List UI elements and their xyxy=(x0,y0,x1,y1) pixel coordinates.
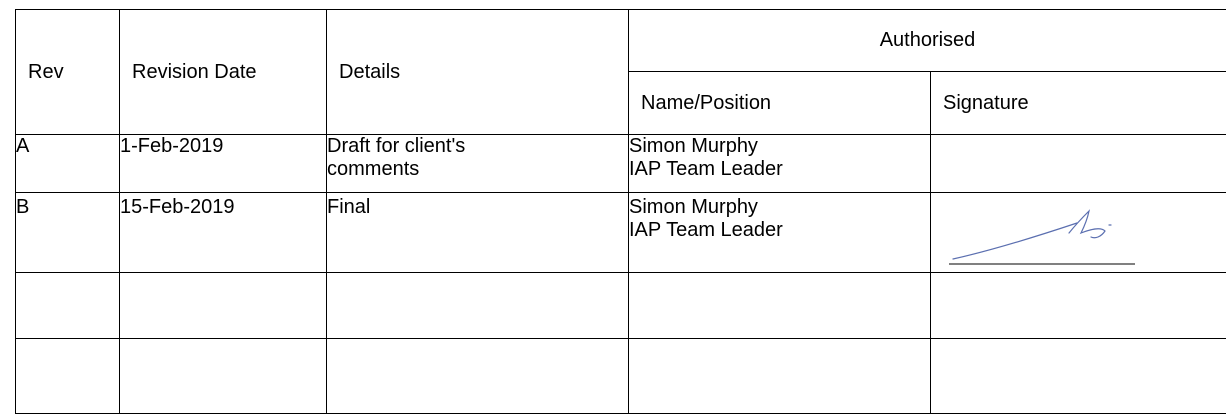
details-cell xyxy=(327,135,629,193)
details-cell xyxy=(327,193,629,273)
date-value: 1-Feb-2019 xyxy=(120,135,224,157)
date-cell xyxy=(120,339,327,414)
rev-cell xyxy=(16,193,120,273)
revision-table xyxy=(15,9,1226,414)
table-row xyxy=(16,273,1226,339)
rev-value: A xyxy=(16,135,30,157)
rev-cell xyxy=(16,273,120,339)
rev-header: Rev xyxy=(28,60,64,83)
name-position-header: Name/Position xyxy=(641,91,772,114)
name-position-cell xyxy=(629,273,931,339)
date-cell xyxy=(120,135,327,193)
name-position-cell xyxy=(629,193,931,273)
rev-header-cell xyxy=(16,10,120,135)
name-position-cell xyxy=(629,339,931,414)
revision-date-header-cell xyxy=(120,10,327,135)
date-cell xyxy=(120,193,327,273)
signature-header-cell xyxy=(931,72,1226,135)
table-row xyxy=(16,135,1226,193)
position-value: IAP Team Leader xyxy=(629,219,783,241)
details-header: Details xyxy=(339,60,401,83)
revision-date-header: Revision Date xyxy=(132,60,257,83)
date-cell xyxy=(120,273,327,339)
name-value: Simon Murphy xyxy=(629,135,758,157)
details-line-2: comments xyxy=(327,158,420,180)
name-position-header-cell xyxy=(629,72,931,135)
signature-cell xyxy=(931,273,1226,339)
details-line-1: Final xyxy=(327,196,371,218)
name-value: Simon Murphy xyxy=(629,196,758,218)
signature-cell xyxy=(931,135,1226,193)
signature-cell xyxy=(931,339,1226,414)
position-value: IAP Team Leader xyxy=(629,158,783,180)
rev-value: B xyxy=(16,196,30,218)
authorised-header: Authorised xyxy=(879,29,976,51)
table-row xyxy=(16,339,1226,414)
rev-cell xyxy=(16,135,120,193)
signature-mark xyxy=(949,203,1139,267)
authorised-header-cell xyxy=(629,10,1226,72)
date-value: 15-Feb-2019 xyxy=(120,196,235,218)
rev-cell xyxy=(16,339,120,414)
table-row xyxy=(16,193,1226,273)
signature-cell xyxy=(931,193,1226,273)
details-cell xyxy=(327,339,629,414)
details-cell xyxy=(327,273,629,339)
details-header-cell xyxy=(327,10,629,135)
details-line-1: Draft for client's xyxy=(327,135,466,157)
header-row-top xyxy=(16,10,1226,72)
signature-header: Signature xyxy=(943,91,1029,114)
name-position-cell xyxy=(629,135,931,193)
